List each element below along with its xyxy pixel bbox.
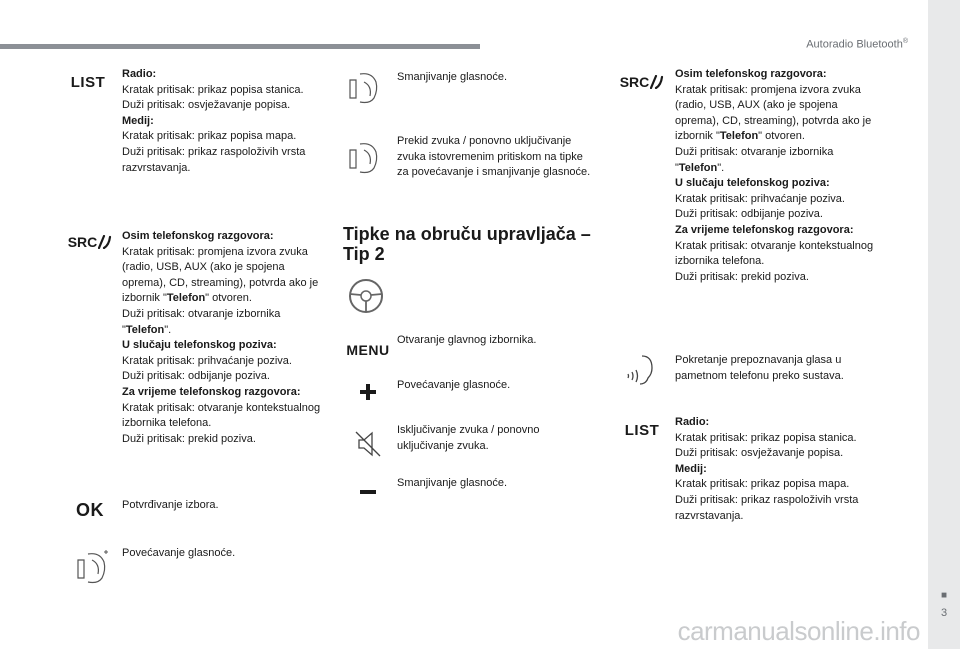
col3-voice-description: Pokretanje prepoznavanja glasa u pametnom telefonu preko sustava.: [675, 354, 844, 382]
col2-voldown-description: Smanjivanje glasnoće.: [397, 71, 508, 83]
col2-minus-description: Smanjivanje glasnoće.: [397, 477, 508, 489]
list-icon-2: LIST: [624, 421, 660, 439]
mute-wheel-icon: [340, 138, 388, 178]
volume-down-wheel-icon: [340, 68, 388, 108]
col3-src-description: Osim telefonskog razgovora: Kratak pritisak: promjena izvora zvuka (radio, USB, AUX (ako je spojena oprema), CD, streaming), potvrda ako je izbornik "Telefon" otvoren. Duži pritisak: otvaranje izbornika "Telefon". U slučaju telefonskog poziva: Kratak pritisak: prihvaćanje poziva. Duži pritisak: odbijanje poziva. Za vrijeme telefonskog razgovora: Kratak pritisak: otvaranje kontekstualnog izbornika telefona. Duži pritisak: prekid poziva.: [675, 68, 874, 283]
watermark: carmanualsonline.info: [677, 616, 920, 646]
top-rule: [0, 44, 480, 49]
col2-mute2-description: Isključivanje zvuka / ponovno uključivanje zvuka.: [397, 424, 540, 452]
col1-src-description: Osim telefonskog razgovora: Kratak pritisak: promjena izvora zvuka (radio, USB, AUX (ako je spojena oprema), CD, streaming), potvrda ako je izbornik "Telefon" otvoren. Duži pritisak: otvaranje izbornika "Telefon". U slučaju telefonskog poziva: Kratak pritisak: prihvaćanje poziva. Duži pritisak: odbijanje poziva. Za vrijeme telefonskog razgovora: Kratak pritisak: otvaranje kontekstualnog izbornika telefona. Duži pritisak: prekid poziva.: [122, 230, 321, 445]
col2-plus-description: Povećavanje glasnoće.: [397, 379, 511, 391]
col3-list-description: Radio: Kratak pritisak: prikaz popisa stanica. Duži pritisak: osvježavanje popisa. Medij: Kratak pritisak: prikaz popisa mapa. Duži pritisak: prikaz raspoloživih vrsta razvrstavanja.: [675, 416, 859, 522]
col1-ok-description: Potvrđivanje izbora.: [122, 499, 219, 511]
mute-speaker-icon: [344, 424, 392, 464]
col1-list-description: Radio: Kratak pritisak: prikaz popisa stanica. Duži pritisak: osvježavanje popisa. Medij: Kratak pritisak: prikaz popisa mapa. Duži pritisak: prikaz raspoloživih vrsta razvrstavanja.: [122, 68, 306, 174]
ok-icon: OK: [76, 499, 104, 520]
page-marker: ■: [940, 590, 948, 601]
volume-wheel-icon: [68, 548, 116, 588]
src-phone-icon: SRC: [66, 222, 114, 262]
page-number: 3: [940, 607, 948, 619]
side-strip: [928, 0, 960, 649]
menu-icon: MENU: [346, 342, 390, 358]
col1-vol-description: Povećavanje glasnoće.: [122, 547, 236, 559]
col2-menu-description: Otvaranje glavnog izbornika.: [397, 334, 537, 346]
steering-wheel-icon: [342, 276, 390, 316]
page-header: Autoradio Bluetooth®: [806, 38, 908, 51]
src-phone-icon-2: SRC: [618, 62, 666, 102]
minus-icon: [344, 472, 392, 512]
voice-recognition-icon: [618, 350, 666, 390]
list-icon: LIST: [70, 73, 106, 91]
section-heading: Tipke na obruču upravljača – Tip 2: [343, 224, 591, 264]
col2-mute-description: Prekid zvuka / ponovno uključivanje zvuka istovremenim pritiskom na tipke za povećavanje i smanjivanje glasnoće.: [397, 135, 591, 179]
page-number-box: [928, 590, 960, 619]
plus-icon: [344, 372, 392, 412]
